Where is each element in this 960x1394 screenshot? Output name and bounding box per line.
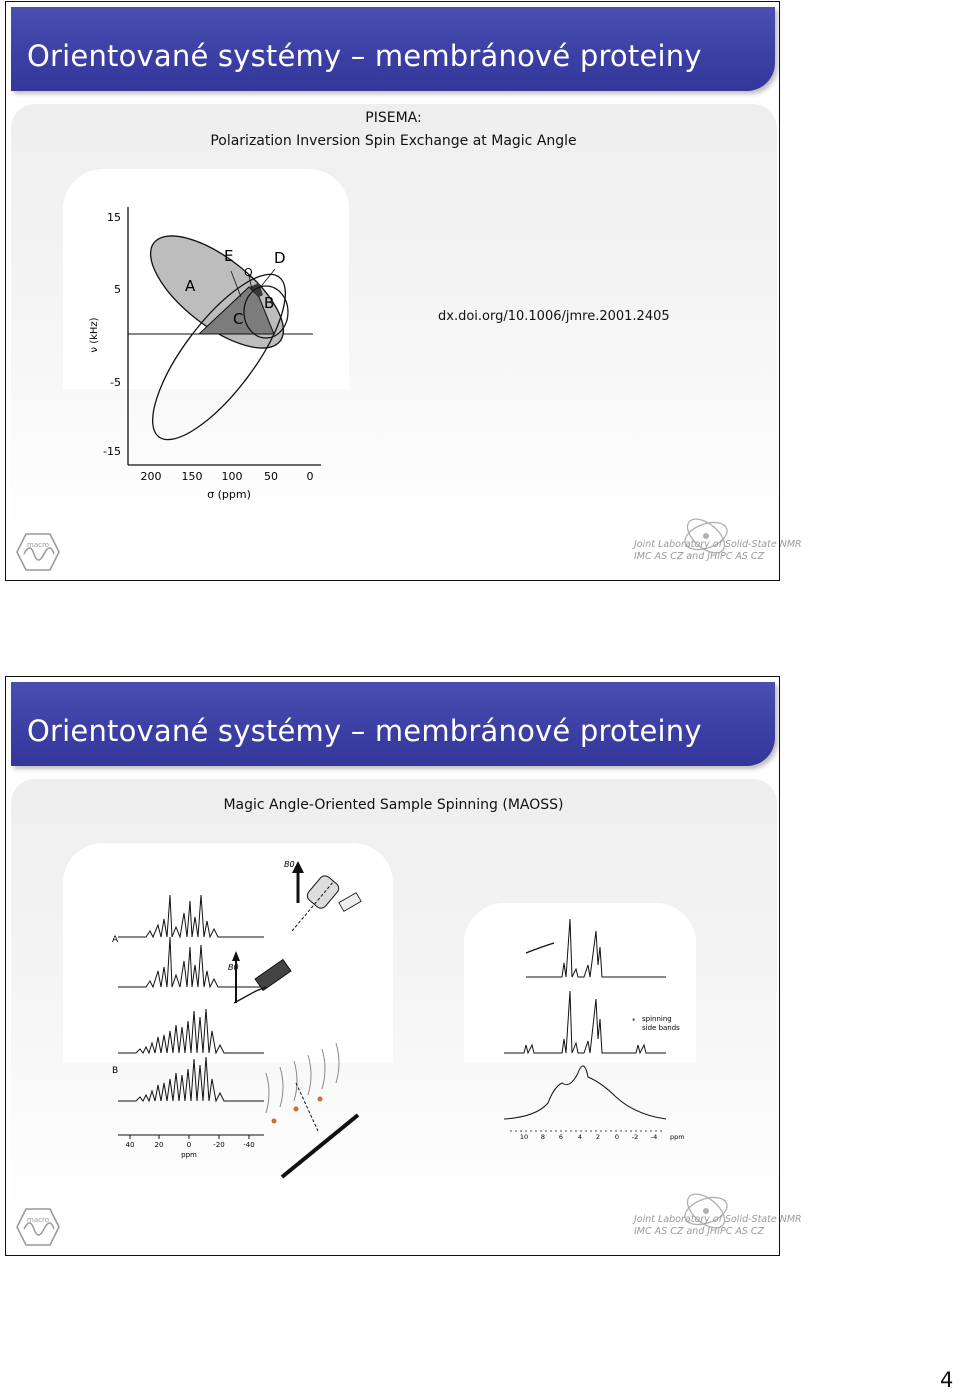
maoss-1h-spectra-figure xyxy=(496,907,696,1139)
x-tick-label: 6 xyxy=(558,1133,564,1141)
jl-ssnmr-logo xyxy=(626,1193,802,1251)
x-axis-unit: ppm xyxy=(181,1151,197,1159)
y-tick-label: 5 xyxy=(114,283,121,296)
region-label: Q xyxy=(244,266,253,279)
subtitle-acronym: PISEMA: xyxy=(365,110,422,126)
region-label: C xyxy=(233,310,244,328)
region-label: B xyxy=(264,294,275,312)
slide-title: Orientované systémy – membránové proteiny xyxy=(27,714,702,748)
x-tick-label: 150 xyxy=(181,470,203,483)
x-tick-label: 20 xyxy=(154,1141,164,1149)
slide-title: Orientované systémy – membránové proteiny xyxy=(27,39,702,73)
x-tick-label: -4 xyxy=(650,1133,658,1141)
macro-logo-text: macro xyxy=(27,1216,49,1224)
upper-ellipse xyxy=(133,216,301,368)
spectrum-label: B xyxy=(112,1066,119,1076)
lab-name-line1: Joint Laboratory of Solid-State NMR xyxy=(634,1214,802,1225)
legend-line: spinning xyxy=(642,1015,672,1023)
lab-name-line1: Joint Laboratory of Solid-State NMR xyxy=(634,539,802,550)
x-tick-label: 100 xyxy=(221,470,243,483)
y-tick-label: -15 xyxy=(103,445,121,458)
field-label: B0 xyxy=(228,963,239,972)
x-tick-label: -2 xyxy=(631,1133,639,1141)
macro-logo xyxy=(16,1207,60,1247)
doi-link[interactable]: dx.doi.org/10.1006/jmre.2001.2405 xyxy=(438,309,670,324)
macro-logo xyxy=(16,532,60,572)
y-tick-label: -5 xyxy=(110,376,121,389)
x-axis-label: σ (ppm) xyxy=(207,488,251,501)
legend-line: side bands xyxy=(642,1024,680,1032)
region-label: A xyxy=(185,277,196,295)
lab-name-line2: IMC AS CZ and JHIPC AS CZ xyxy=(634,551,765,562)
x-tick-label: 4 xyxy=(577,1133,583,1141)
lab-name-line2: IMC AS CZ and JHIPC AS CZ xyxy=(634,1226,765,1237)
title-bar xyxy=(11,7,775,91)
subtitle-maoss: Magic Angle-Oriented Sample Spinning (MAOSS) xyxy=(223,797,564,813)
title-bar xyxy=(11,682,775,766)
slide-pisema xyxy=(5,1,802,581)
x-tick-label: 0 xyxy=(614,1133,620,1141)
x-tick-label: -20 xyxy=(213,1141,225,1149)
x-tick-label: 2 xyxy=(595,1133,601,1141)
x-tick-label: 0 xyxy=(306,470,314,483)
marker-star: * xyxy=(632,1017,636,1025)
region-label: E xyxy=(224,247,234,265)
pisema-figure xyxy=(81,197,341,507)
macro-logo-text: macro xyxy=(27,541,49,549)
jl-ssnmr-logo xyxy=(626,518,802,576)
y-tick-label: 15 xyxy=(107,211,121,224)
x-tick-label: 8 xyxy=(540,1133,546,1141)
x-tick-label: 200 xyxy=(140,470,162,483)
x-axis-unit: ppm xyxy=(670,1133,685,1141)
spectrum-label: A xyxy=(112,935,119,945)
maoss-spectra-figure xyxy=(106,855,376,1185)
subtitle-full-name: Polarization Inversion Spin Exchange at Magic Angle xyxy=(210,133,577,149)
x-tick-label: 50 xyxy=(264,470,278,483)
x-tick-label: 10 xyxy=(519,1133,529,1141)
x-tick-label: 40 xyxy=(125,1141,135,1149)
region-label: D xyxy=(274,249,286,267)
field-label: B0 xyxy=(284,860,295,869)
x-tick-label: 0 xyxy=(186,1141,192,1149)
y-axis-label: ν (kHz) xyxy=(89,317,100,353)
x-tick-label: -40 xyxy=(243,1141,255,1149)
slide-maoss xyxy=(5,676,802,1256)
page-number: 4 xyxy=(940,1368,954,1392)
